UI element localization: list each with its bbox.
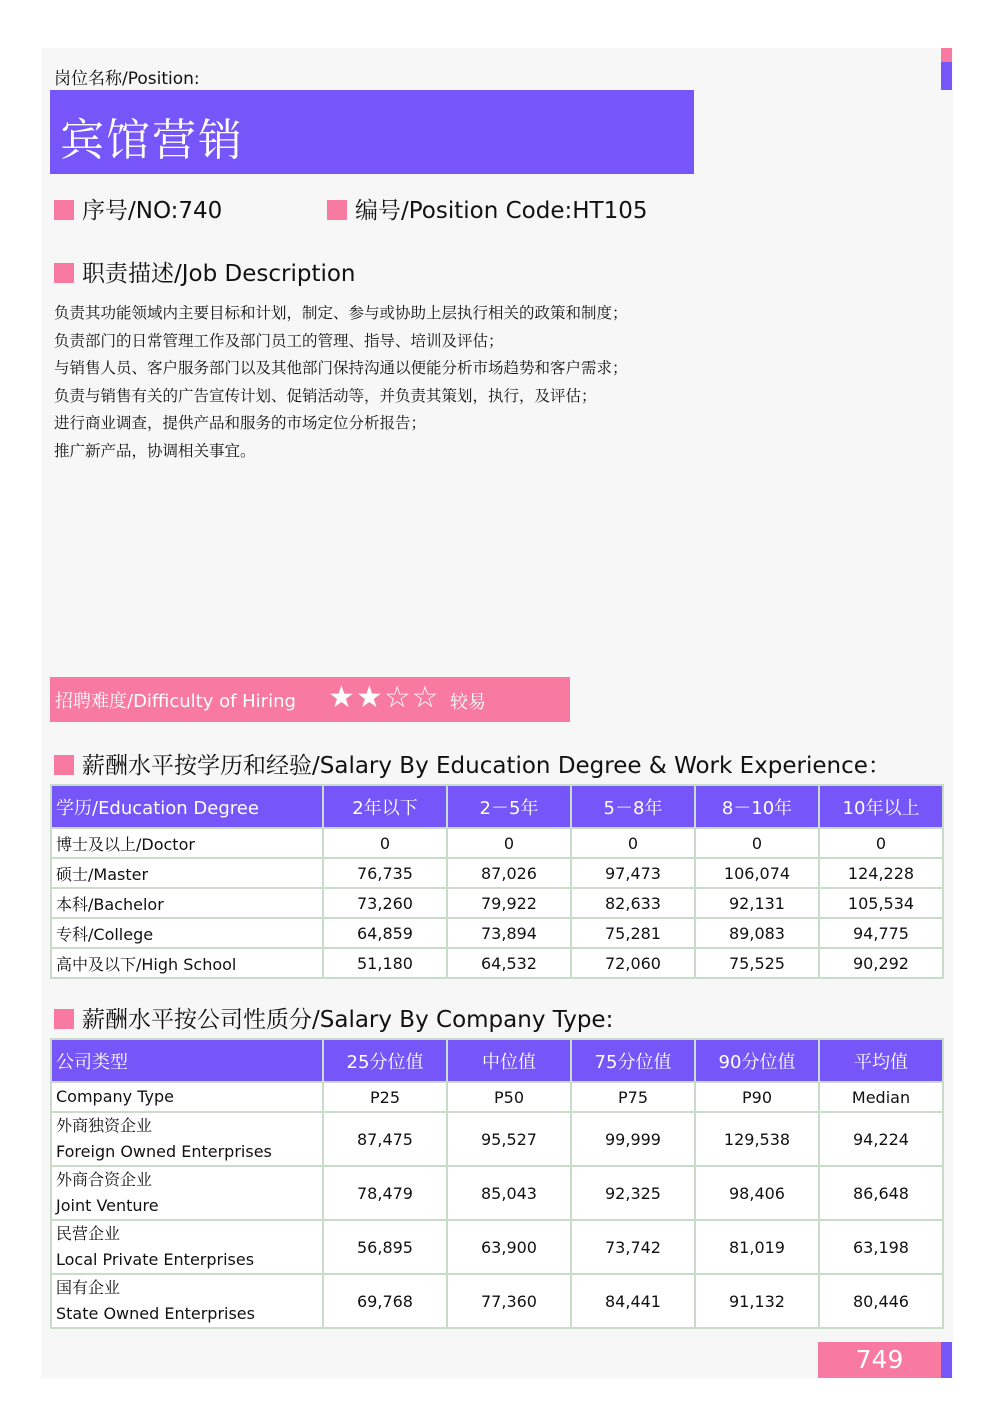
serial-number: 序号/NO:740	[54, 192, 222, 225]
column-header: 25分位值	[323, 1039, 447, 1082]
description-line: 进行商业调查，提供产品和服务的市场定位分析报告；	[54, 414, 427, 432]
page-number-box	[818, 1342, 941, 1378]
table-cell: 78,479	[323, 1166, 447, 1220]
row-label-en: State Owned Enterprises	[56, 1304, 255, 1323]
row-label	[51, 1112, 323, 1166]
table-cell: 73,894	[447, 918, 571, 948]
table-cell: 87,026	[447, 858, 571, 888]
column-header: 中位值	[447, 1039, 571, 1082]
subheader-cell: P50	[447, 1082, 571, 1112]
table-cell: 69,768	[323, 1274, 447, 1328]
table-cell: 72,060	[571, 948, 695, 978]
column-header: 2－5年	[447, 785, 571, 828]
table-cell: 64,532	[447, 948, 571, 978]
row-label: 博士及以上/Doctor	[51, 828, 323, 858]
position-code: 编号/Position Code:HT105	[327, 192, 648, 225]
row-label-en: Local Private Enterprises	[56, 1250, 255, 1269]
table-row	[51, 918, 943, 948]
description-line: 与销售人员、客户服务部门以及其他部门保持沟通以便能分析市场趋势和客户需求；	[54, 359, 628, 377]
table-cell: 75,525	[695, 948, 819, 978]
table-cell: 90,292	[819, 948, 943, 978]
row-label-cn: 民营企业	[56, 1224, 121, 1243]
table-cell: 95,527	[447, 1112, 571, 1166]
description-line: 负责与销售有关的广告宣传计划、促销活动等，并负责其策划，执行，及评估；	[54, 386, 597, 405]
table-cell: 99,999	[571, 1112, 695, 1166]
table-subheader-row	[51, 1082, 943, 1112]
corner-accent-purple	[941, 62, 952, 90]
row-label	[51, 1274, 323, 1328]
table-cell: 76,735	[323, 858, 447, 888]
table-row	[51, 948, 943, 978]
corner-accent-pink	[941, 48, 952, 62]
education-salary-heading: 薪酬水平按学历和经验/Salary By Education Degree & Work Experience：	[54, 747, 891, 780]
job-description-heading: 职责描述/Job Description	[54, 255, 356, 288]
column-header: 学历/Education Degree	[51, 785, 323, 828]
row-label: 硕士/Master	[51, 858, 323, 888]
table-cell: 0	[695, 828, 819, 858]
table-cell: 106,074	[695, 858, 819, 888]
row-label-cn: 外商合资企业	[56, 1170, 153, 1189]
table-row	[51, 828, 943, 858]
table-cell: 94,224	[819, 1112, 943, 1166]
row-label-cn: 外商独资企业	[56, 1116, 153, 1135]
company-salary-table	[50, 1038, 944, 1329]
table-cell: 89,083	[695, 918, 819, 948]
table-row	[51, 1112, 943, 1166]
hiring-difficulty-bar	[50, 677, 570, 722]
table-cell: 82,633	[571, 888, 695, 918]
row-label-cn: 国有企业	[56, 1278, 121, 1297]
table-cell: 92,131	[695, 888, 819, 918]
difficulty-star-icons: ★★☆☆	[328, 680, 440, 715]
row-label: 专科/College	[51, 918, 323, 948]
table-cell: 73,260	[323, 888, 447, 918]
table-row	[51, 888, 943, 918]
row-label: 高中及以下/High School	[51, 948, 323, 978]
page-number: 749	[855, 1345, 904, 1374]
bullet-square-icon	[54, 200, 74, 220]
bullet-square-icon	[327, 200, 347, 220]
description-line: 推广新产品，协调相关事宜。	[54, 441, 256, 460]
table-row	[51, 1220, 943, 1274]
table-cell: 92,325	[571, 1166, 695, 1220]
table-cell: 124,228	[819, 858, 943, 888]
table-cell: 86,648	[819, 1166, 943, 1220]
subheader-cell: Company Type	[51, 1082, 323, 1112]
row-label-en: Joint Venture	[56, 1196, 159, 1215]
column-header: 8－10年	[695, 785, 819, 828]
difficulty-label: 招聘难度/Difficulty of Hiring	[55, 691, 296, 712]
subheader-cell: Median	[819, 1082, 943, 1112]
column-header: 5－8年	[571, 785, 695, 828]
row-label: 本科/Bachelor	[51, 888, 323, 918]
row-label	[51, 1166, 323, 1220]
table-header-row	[51, 1039, 943, 1082]
position-label: 岗位名称/Position:	[54, 69, 200, 89]
table-cell: 73,742	[571, 1220, 695, 1274]
title-banner	[50, 90, 694, 174]
description-line: 负责其功能领域内主要目标和计划，制定、参与或协助上层执行相关的政策和制度；	[54, 304, 628, 322]
table-cell: 51,180	[323, 948, 447, 978]
table-cell: 80,446	[819, 1274, 943, 1328]
table-cell: 105,534	[819, 888, 943, 918]
table-row	[51, 1274, 943, 1328]
column-header: 75分位值	[571, 1039, 695, 1082]
table-cell: 98,406	[695, 1166, 819, 1220]
table-cell: 63,900	[447, 1220, 571, 1274]
table-cell: 91,132	[695, 1274, 819, 1328]
subheader-cell: P25	[323, 1082, 447, 1112]
column-header: 90分位值	[695, 1039, 819, 1082]
table-cell: 64,859	[323, 918, 447, 948]
table-header-row	[51, 785, 943, 828]
bullet-square-icon	[54, 1009, 74, 1029]
bullet-square-icon	[54, 755, 74, 775]
table-cell: 77,360	[447, 1274, 571, 1328]
subheader-cell: P90	[695, 1082, 819, 1112]
education-salary-table	[50, 784, 944, 979]
table-row	[51, 858, 943, 888]
description-line: 负责部门的日常管理工作及部门员工的管理、指导、培训及评估；	[54, 331, 504, 350]
column-header: 公司类型	[51, 1039, 323, 1082]
bullet-square-icon	[54, 263, 74, 283]
page-title: 宾馆营销	[60, 115, 244, 166]
table-cell: 94,775	[819, 918, 943, 948]
column-header: 平均值	[819, 1039, 943, 1082]
page-number-accent	[941, 1342, 952, 1378]
table-cell: 79,922	[447, 888, 571, 918]
table-cell: 84,441	[571, 1274, 695, 1328]
table-cell: 97,473	[571, 858, 695, 888]
company-salary-heading: 薪酬水平按公司性质分/Salary By Company Type:	[54, 1001, 613, 1034]
table-cell: 63,198	[819, 1220, 943, 1274]
row-label-en: Foreign Owned Enterprises	[56, 1142, 272, 1161]
table-cell: 85,043	[447, 1166, 571, 1220]
row-label	[51, 1220, 323, 1274]
table-cell: 0	[819, 828, 943, 858]
table-cell: 56,895	[323, 1220, 447, 1274]
table-cell: 0	[571, 828, 695, 858]
table-cell: 0	[447, 828, 571, 858]
table-cell: 81,019	[695, 1220, 819, 1274]
table-cell: 0	[323, 828, 447, 858]
column-header: 10年以上	[819, 785, 943, 828]
job-description-text	[54, 300, 628, 465]
table-cell: 75,281	[571, 918, 695, 948]
table-row	[51, 1166, 943, 1220]
table-cell: 129,538	[695, 1112, 819, 1166]
table-cell: 87,475	[323, 1112, 447, 1166]
difficulty-level: 较易	[450, 692, 486, 713]
subheader-cell: P75	[571, 1082, 695, 1112]
column-header: 2年以下	[323, 785, 447, 828]
